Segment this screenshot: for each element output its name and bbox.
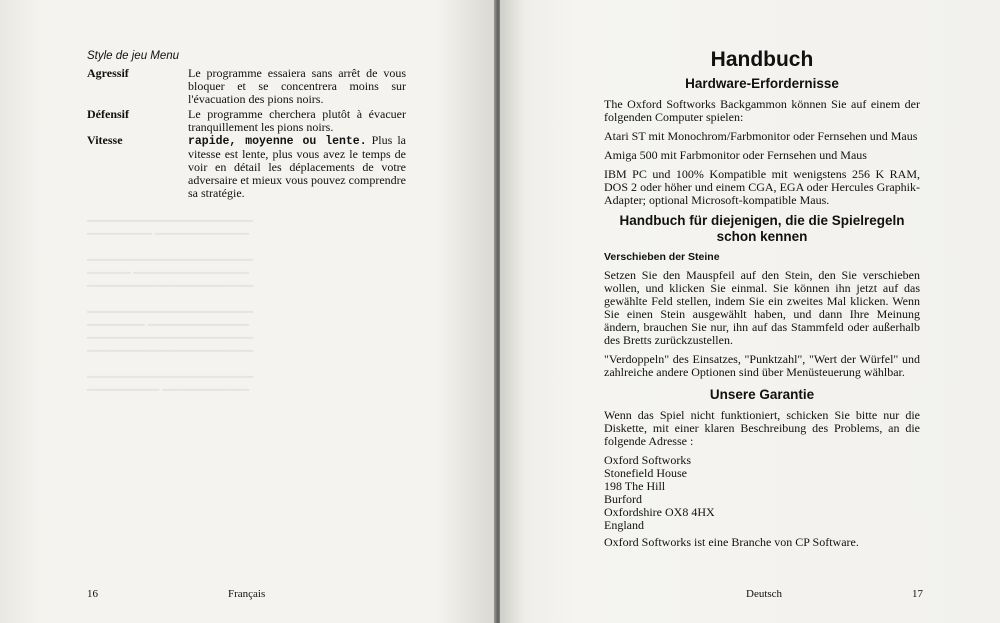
hardware-intro: The Oxford Softworks Backgammon können Sie auf einem der folgenden Computer spielen: bbox=[604, 97, 920, 124]
right-page-content bbox=[604, 48, 920, 555]
show-through-text: ━━━━━━━━━━━━━━━━━━━━━━━ ━━━━━━━━━ ━━━━━━━━━━━━━ ━━━━━━━━━━━━━━━━━━━━━━━ ━━━━━━ ━━━━━━━━━━━━━━━━ ━━━━━━━━━━━━━━━━━━━━━━━ ━━━━━━━━━━━━━━━━━━━━━━━ ━━━━━━━━ ━━━━━━━━━━━━━━ ━━━━━━━━━━━━━━━━━━━━━━━ ━━━━━━━━━━━━━━━━━━━━━━━ ━━━━━━━━━━━━━━━━━━━━━━━ ━━━━━━━━━━ ━━━━━━━━━━━━ bbox=[87, 214, 254, 397]
guarantee-text: Wenn das Spiel nicht funktioniert, schicken Sie bitte nur die Diskette, mit einer klaren Beschreibung des Problems, an die folgende Adresse : bbox=[604, 408, 920, 448]
postal-address bbox=[604, 454, 920, 532]
address-line: Burford bbox=[604, 492, 642, 506]
option-description: Le programme cherchera plutôt à évacuer tranquillement les pions noirs. bbox=[188, 107, 406, 134]
speed-explanation: Plus la vitesse est lente, plus vous avez le temps de voir en détail les déplacements de votre adversaire et mieux vous pouvez comprendre sa stratégie. bbox=[188, 133, 406, 200]
address-line: Oxfordshire OX8 4HX bbox=[604, 505, 715, 519]
address-line: Stonefield House bbox=[604, 466, 687, 480]
right-page bbox=[500, 0, 1000, 623]
option-description: Le programme essaiera sans arrêt de vous bloquer et se concentrera moins sur l'évacuation des pions noirs. bbox=[188, 66, 406, 106]
closing-text: Oxford Softworks ist eine Branche von CP Software. bbox=[604, 535, 859, 549]
option-description bbox=[188, 134, 406, 200]
hardware-heading: Hardware-Erfordernisse bbox=[685, 76, 839, 91]
language-label-left: Français bbox=[228, 588, 266, 600]
guarantee-heading: Unsere Garantie bbox=[709, 387, 815, 402]
option-term: Agressif bbox=[87, 66, 129, 80]
experts-heading: Handbuch für diejenigen, die die Spielregeln schon kennen bbox=[619, 213, 905, 244]
language-label-right: Deutsch bbox=[746, 588, 783, 600]
option-term: Défensif bbox=[87, 107, 129, 121]
option-term: Vitesse bbox=[87, 133, 123, 147]
option-row-agressif bbox=[87, 67, 407, 107]
address-line: 198 The Hill bbox=[604, 479, 666, 493]
option-row-vitesse bbox=[87, 133, 407, 200]
computer-item: IBM PC und 100% Kompatible mit wenigstens 256 K RAM, DOS 2 oder höher und einem CGA, EGA oder Hercules Graphik-Adapter; optional Microsoft-kompatible Maus. bbox=[604, 167, 920, 207]
option-row-defensif bbox=[87, 108, 407, 136]
computer-item: Atari ST mit Monochrom/Farbmonitor oder Fernsehen und Maus bbox=[604, 129, 918, 143]
menu-heading: Style de jeu Menu bbox=[87, 50, 180, 62]
moving-heading: Verschieben der Steine bbox=[604, 251, 720, 263]
computer-item: Amiga 500 mit Farbmonitor oder Fernsehen und Maus bbox=[604, 148, 867, 162]
address-line: England bbox=[604, 518, 644, 532]
address-line: Oxford Softworks bbox=[604, 453, 691, 467]
options-text: "Verdoppeln" des Einsatzes, "Punktzahl", "Wert der Würfel" und zahlreiche andere Optionen sind über Menüsteuerung wählbar. bbox=[604, 352, 920, 379]
page-number-left: 16 bbox=[87, 588, 98, 600]
left-page bbox=[0, 0, 496, 623]
speed-values: rapide, moyenne ou lente. bbox=[188, 135, 367, 148]
moving-text: Setzen Sie den Mauspfeil auf den Stein, den Sie verschieben wollen, und klicken Sie einmal. Sie können ihn jetzt auf das gewählte Feld stellen, indem Sie ein zweites Mal klicken. Wenn Sie einen Stein ausgewählt haben, und dann Ihre Meinung ändern, brauchen Sie nur, ihn auf das Stammfeld oder außerhalb des Bretts zurückzustellen. bbox=[604, 268, 920, 347]
page-title: Handbuch bbox=[710, 48, 814, 71]
page-number-right: 17 bbox=[912, 588, 923, 600]
